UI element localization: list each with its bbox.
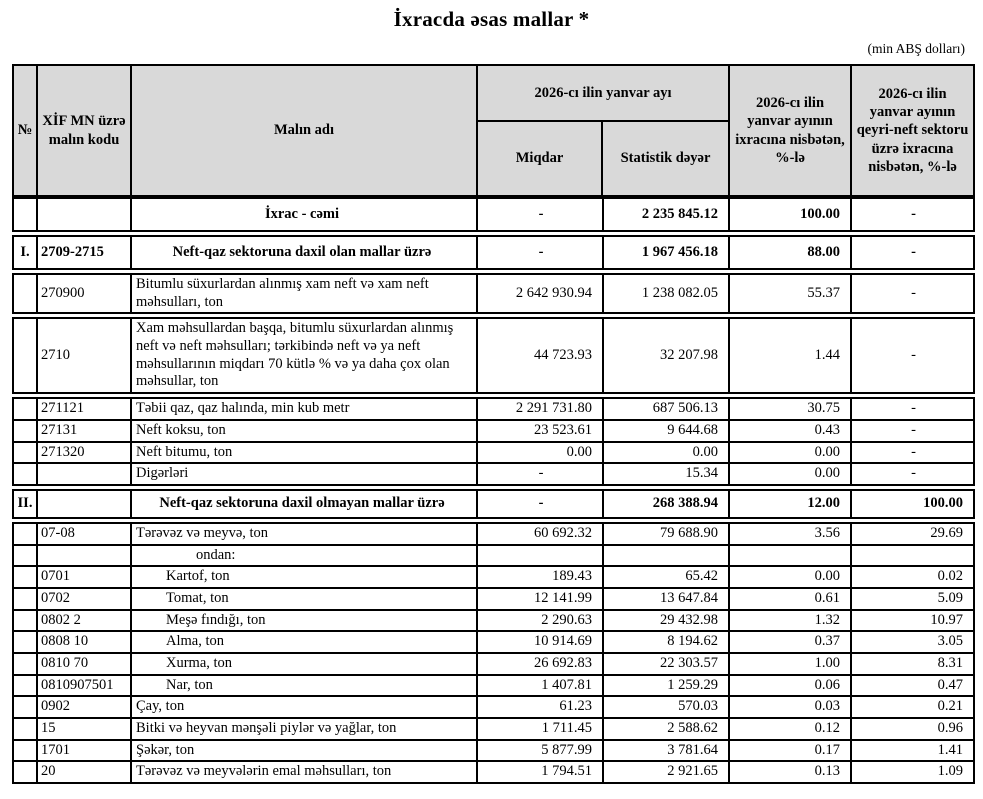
table-header xyxy=(12,64,975,197)
cell-no xyxy=(14,741,38,761)
cell-quantity: 1 711.45 xyxy=(478,719,604,739)
cell-quantity: 1 794.51 xyxy=(478,762,604,782)
cell-name: Meşə fındığı, ton xyxy=(132,611,478,631)
cell-code: 2709-2715 xyxy=(38,237,132,268)
export-goods-table xyxy=(12,64,975,784)
col-group-january-2026 xyxy=(478,66,730,195)
cell-quantity: 60 692.32 xyxy=(478,524,604,544)
cell-pct-total: 0.17 xyxy=(730,741,852,761)
cell-code: 07-08 xyxy=(38,524,132,544)
cell-name: Digərləri xyxy=(132,464,478,484)
cell-quantity: - xyxy=(478,464,604,484)
cell-code: 0810907501 xyxy=(38,676,132,696)
table-block xyxy=(12,317,975,394)
table-row xyxy=(14,524,973,544)
cell-stat-value: 15.34 xyxy=(604,464,730,484)
cell-pct-nonoil: 0.47 xyxy=(937,676,963,693)
cell-code: 15 xyxy=(38,719,132,739)
table-row xyxy=(14,544,973,566)
table-row xyxy=(14,630,973,652)
cell-no xyxy=(14,654,38,674)
cell-pct-nonoil: 0.96 xyxy=(937,720,963,737)
cell-pct-total: 55.37 xyxy=(730,275,852,312)
cell-name: Tomat, ton xyxy=(132,589,478,609)
cell-no xyxy=(14,399,38,419)
col-header-stat-value: Statistik dəyər xyxy=(620,150,711,167)
cell-pct-nonoil: - xyxy=(911,443,916,460)
cell-stat-value: 1 967 456.18 xyxy=(604,237,730,268)
cell-pct-total: 0.00 xyxy=(730,443,852,463)
col-group-label: 2026-cı ilin yanvar ayı xyxy=(478,66,728,122)
table-block xyxy=(12,197,975,232)
cell-name: Təbii qaz, qaz halında, min kub metr xyxy=(132,399,478,419)
cell-no xyxy=(14,589,38,609)
cell-stat-value: 8 194.62 xyxy=(604,632,730,652)
cell-stat-value: 1 238 082.05 xyxy=(604,275,730,312)
cell-code xyxy=(38,464,132,484)
cell-name: Xam məhsullardan başqa, bitumlu süxurlardan alınmış neft və neft məhsulları; tərkibində neft və ya neft məhsullarının miqdarı 70 kütlə % və ya daha çox olan məhsullar, ton xyxy=(132,319,478,392)
cell-no: I. xyxy=(14,237,38,268)
cell-name: Xurma, ton xyxy=(132,654,478,674)
cell-stat-value xyxy=(604,546,730,566)
table-row xyxy=(14,587,973,609)
cell-pct-total: 0.06 xyxy=(730,676,852,696)
cell-pct-nonoil: 10.97 xyxy=(930,611,963,628)
table-row xyxy=(14,399,973,419)
cell-no xyxy=(14,546,38,566)
cell-pct-nonoil: 100.00 xyxy=(923,495,963,512)
table-row xyxy=(14,319,973,392)
cell-quantity: 189.43 xyxy=(478,567,604,587)
cell-stat-value: 32 207.98 xyxy=(604,319,730,392)
cell-name: Neft-qaz sektoruna daxil olan mallar üzrə xyxy=(132,237,478,268)
table-row xyxy=(14,674,973,696)
cell-pct-total: 88.00 xyxy=(730,237,852,268)
col-header-code: XİF MN üzrə malın kodu xyxy=(38,66,132,195)
cell-name: Neft koksu, ton xyxy=(132,421,478,441)
cell-code: 271121 xyxy=(38,399,132,419)
cell-pct-total: 0.61 xyxy=(730,589,852,609)
table-row xyxy=(14,199,973,230)
cell-no xyxy=(14,567,38,587)
cell-quantity: - xyxy=(478,491,604,517)
table-block xyxy=(12,522,975,784)
cell-stat-value: 9 644.68 xyxy=(604,421,730,441)
cell-pct-nonoil: 8.31 xyxy=(937,655,963,671)
table-row xyxy=(14,491,973,517)
cell-pct-total: 12.00 xyxy=(730,491,852,517)
cell-pct-nonoil: - xyxy=(911,465,916,482)
table-row xyxy=(14,739,973,761)
cell-stat-value: 65.42 xyxy=(604,567,730,587)
unit-note: (min ABŞ dolları) xyxy=(867,41,965,56)
cell-no xyxy=(14,443,38,463)
table-row xyxy=(14,275,973,312)
table-block xyxy=(12,489,975,519)
cell-no xyxy=(14,319,38,392)
cell-quantity xyxy=(478,546,604,566)
cell-pct-total: 30.75 xyxy=(730,399,852,419)
table-row xyxy=(14,441,973,463)
cell-code xyxy=(38,491,132,517)
cell-quantity: 0.00 xyxy=(478,443,604,463)
cell-no xyxy=(14,719,38,739)
cell-stat-value: 29 432.98 xyxy=(604,611,730,631)
cell-pct-nonoil: - xyxy=(911,284,916,301)
cell-quantity: 23 523.61 xyxy=(478,421,604,441)
cell-quantity: 1 407.81 xyxy=(478,676,604,696)
cell-no xyxy=(14,464,38,484)
cell-pct-nonoil: 0.21 xyxy=(937,698,963,715)
cell-stat-value: 22 303.57 xyxy=(604,654,730,674)
col-header-no: № xyxy=(14,66,38,195)
cell-quantity: 2 290.63 xyxy=(478,611,604,631)
cell-stat-value: 2 921.65 xyxy=(604,762,730,782)
cell-quantity: 5 877.99 xyxy=(478,741,604,761)
table-row xyxy=(14,565,973,587)
cell-code: 0702 xyxy=(38,589,132,609)
cell-pct-total: 1.44 xyxy=(730,319,852,392)
cell-quantity: - xyxy=(478,199,604,230)
page-title: İxracda əsas mallar * xyxy=(393,7,590,31)
cell-pct-nonoil: 3.05 xyxy=(937,633,963,650)
cell-code: 270900 xyxy=(38,275,132,312)
cell-stat-value: 570.03 xyxy=(604,697,730,717)
table-row xyxy=(14,652,973,674)
cell-pct-nonoil: - xyxy=(911,346,916,363)
cell-name: Kartof, ton xyxy=(132,567,478,587)
cell-pct-nonoil: - xyxy=(911,421,916,438)
cell-name: Alma, ton xyxy=(132,632,478,652)
table-row xyxy=(14,717,973,739)
cell-no: II. xyxy=(14,491,38,517)
cell-pct-nonoil: - xyxy=(911,205,916,222)
cell-no xyxy=(14,199,38,230)
cell-no xyxy=(14,275,38,312)
cell-code: 2710 xyxy=(38,319,132,392)
cell-no xyxy=(14,676,38,696)
cell-code: 27131 xyxy=(38,421,132,441)
cell-code: 0808 10 xyxy=(38,632,132,652)
cell-stat-value: 268 388.94 xyxy=(604,491,730,517)
cell-pct-total: 1.00 xyxy=(730,654,852,674)
table-row xyxy=(14,419,973,441)
cell-name: Şəkər, ton xyxy=(132,741,478,761)
cell-quantity: 2 291 731.80 xyxy=(478,399,604,419)
cell-pct-nonoil: 1.09 xyxy=(937,763,963,780)
cell-stat-value: 79 688.90 xyxy=(604,524,730,544)
cell-no xyxy=(14,632,38,652)
cell-name: Tərəvəz və meyvə, ton xyxy=(132,524,478,544)
cell-pct-total: 0.13 xyxy=(730,762,852,782)
table-block xyxy=(12,235,975,270)
cell-code: 0802 2 xyxy=(38,611,132,631)
cell-stat-value: 0.00 xyxy=(604,443,730,463)
cell-name: Çay, ton xyxy=(132,697,478,717)
cell-pct-total: 0.00 xyxy=(730,567,852,587)
cell-no xyxy=(14,524,38,544)
cell-quantity: 26 692.83 xyxy=(478,654,604,674)
cell-name: Neft bitumu, ton xyxy=(132,443,478,463)
table-row xyxy=(14,760,973,782)
col-header-name: Malın adı xyxy=(132,66,478,195)
cell-code: 20 xyxy=(38,762,132,782)
cell-no xyxy=(14,697,38,717)
table-block xyxy=(12,397,975,486)
cell-name: Neft-qaz sektoruna daxil olmayan mallar üzrə xyxy=(132,491,478,517)
cell-quantity: 2 642 930.94 xyxy=(478,275,604,312)
cell-pct-total: 0.12 xyxy=(730,719,852,739)
table-row xyxy=(14,609,973,631)
cell-code xyxy=(38,546,132,566)
cell-pct-total xyxy=(730,546,852,566)
cell-name: Tərəvəz və meyvələrin emal məhsulları, ton xyxy=(132,762,478,782)
cell-code: 271320 xyxy=(38,443,132,463)
cell-quantity: 12 141.99 xyxy=(478,589,604,609)
col-header-pct-total: 2026-cı ilin yanvar ayının ixracına nisbətən, %-lə xyxy=(730,66,852,195)
cell-pct-nonoil: 5.09 xyxy=(937,589,963,606)
cell-name: Bitki və heyvan mənşəli piylər və yağlar, ton xyxy=(132,719,478,739)
cell-quantity: 10 914.69 xyxy=(478,632,604,652)
cell-quantity: 44 723.93 xyxy=(478,319,604,392)
cell-pct-nonoil: 0.02 xyxy=(937,568,963,585)
cell-pct-total: 3.56 xyxy=(730,524,852,544)
cell-pct-total: 0.00 xyxy=(730,464,852,484)
cell-pct-nonoil: 1.41 xyxy=(937,741,963,758)
cell-code: 1701 xyxy=(38,741,132,761)
cell-quantity: - xyxy=(478,237,604,268)
cell-pct-nonoil: - xyxy=(911,400,916,417)
cell-pct-nonoil xyxy=(852,546,973,566)
cell-stat-value: 3 781.64 xyxy=(604,741,730,761)
cell-no xyxy=(14,762,38,782)
cell-pct-total: 0.37 xyxy=(730,632,852,652)
cell-name: Bitumlu süxurlardan alınmış xam neft və xam neft məhsulları, ton xyxy=(132,275,478,312)
cell-quantity: 61.23 xyxy=(478,697,604,717)
cell-stat-value: 1 259.29 xyxy=(604,676,730,696)
table-row xyxy=(14,462,973,484)
col-header-pct-nonoil: 2026-cı ilin yanvar ayının qeyri-neft sektoru üzrə ixracına nisbətən, %-lə xyxy=(856,86,969,175)
cell-no xyxy=(14,421,38,441)
table-row xyxy=(14,237,973,268)
cell-code: 0902 xyxy=(38,697,132,717)
table-body xyxy=(12,197,975,784)
table-block xyxy=(12,273,975,314)
cell-code: 0701 xyxy=(38,567,132,587)
cell-pct-nonoil: 29.69 xyxy=(930,524,963,541)
col-header-quantity: Miqdar xyxy=(478,122,603,195)
cell-no xyxy=(14,611,38,631)
cell-pct-total: 100.00 xyxy=(730,199,852,230)
cell-name: ondan: xyxy=(132,546,478,566)
cell-name: Nar, ton xyxy=(132,676,478,696)
cell-stat-value: 2 588.62 xyxy=(604,719,730,739)
table-row xyxy=(14,695,973,717)
cell-stat-value: 2 235 845.12 xyxy=(604,199,730,230)
cell-pct-nonoil: - xyxy=(911,243,916,260)
cell-pct-total: 0.03 xyxy=(730,697,852,717)
cell-code: 0810 70 xyxy=(38,654,132,674)
cell-stat-value: 687 506.13 xyxy=(604,399,730,419)
cell-code xyxy=(38,199,132,230)
cell-stat-value: 13 647.84 xyxy=(604,589,730,609)
cell-pct-total: 1.32 xyxy=(730,611,852,631)
cell-pct-total: 0.43 xyxy=(730,421,852,441)
cell-name: İxrac - cəmi xyxy=(132,199,478,230)
